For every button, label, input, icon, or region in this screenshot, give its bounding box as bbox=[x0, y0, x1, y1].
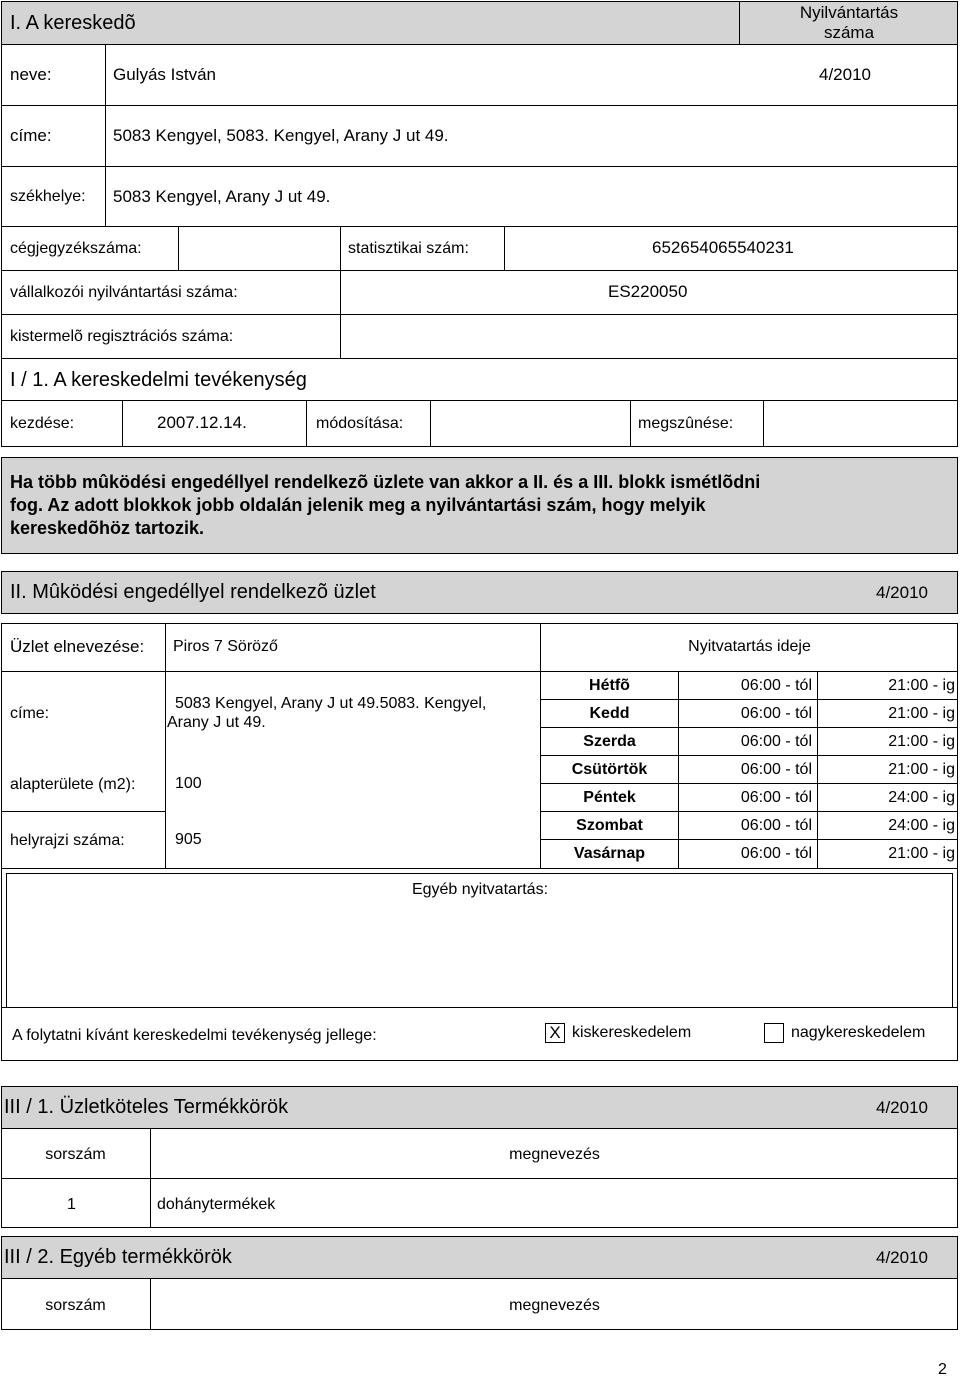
start-value: 2007.12.14. bbox=[157, 413, 247, 432]
area-label: alapterülete (m2): bbox=[10, 776, 136, 793]
day-label: Szombat bbox=[576, 817, 643, 834]
col-no-header: sorszám bbox=[45, 1146, 106, 1163]
end-label: megszûnése: bbox=[638, 415, 734, 432]
retail-checkbox[interactable] bbox=[545, 1023, 565, 1043]
name-value: Gulyás István bbox=[113, 65, 216, 84]
hours-row-thursday bbox=[541, 756, 958, 784]
company-reg-row bbox=[1, 226, 958, 271]
wholesale-label: nagykereskedelem bbox=[791, 1024, 926, 1041]
open-time: 06:00 - tól bbox=[740, 677, 812, 694]
shop-address-line2: Arany J ut 49. bbox=[167, 714, 266, 731]
entrepreneur-label: vállalkozói nyilvántartási száma: bbox=[10, 284, 238, 301]
activity-label: A folytatni kívánt kereskedelmi tevékenység jellege: bbox=[12, 1027, 377, 1044]
shop-name-value: Piros 7 Söröző bbox=[173, 638, 278, 655]
section3-1-title: III / 1. Üzletköteles Termékkörök bbox=[4, 1096, 289, 1118]
close-time: 21:00 - ig bbox=[888, 733, 955, 750]
close-time: 24:00 - ig bbox=[888, 789, 955, 806]
close-time: 21:00 - ig bbox=[888, 677, 955, 694]
notice-line2: fog. Az adott blokkok jobb oldalán jelenik meg a nyilvántartási szám, hogy melyik bbox=[10, 495, 706, 515]
open-time: 06:00 - tól bbox=[740, 761, 812, 778]
open-time: 06:00 - tól bbox=[740, 817, 812, 834]
other-hours-label: Egyéb nyitvatartás: bbox=[411, 881, 549, 898]
checkbox-check-mark: X bbox=[549, 1023, 561, 1042]
retail-label: kiskereskedelem bbox=[572, 1024, 692, 1041]
hours-row-friday bbox=[541, 784, 958, 812]
section2-title: II. Mûködési engedéllyel rendelkezõ üzlet bbox=[10, 581, 376, 603]
entrepreneur-value: ES220050 bbox=[608, 282, 688, 301]
address-label: címe: bbox=[10, 126, 52, 145]
hours-row-monday bbox=[541, 672, 958, 700]
day-label: Péntek bbox=[583, 789, 636, 806]
notice-line1: Ha több mûködési engedéllyel rendelkezõ üzlete van akkor a II. és a III. blokk ismétlõdni bbox=[10, 472, 761, 492]
hours-row-wednesday bbox=[541, 728, 958, 756]
start-label: kezdése: bbox=[10, 415, 75, 432]
registry-number: 4/2010 bbox=[819, 65, 871, 84]
seat-value: 5083 Kengyel, Arany J ut 49. bbox=[113, 187, 331, 206]
stat-value: 652654065540231 bbox=[652, 238, 794, 257]
col-no-header-2: sorszám bbox=[45, 1297, 106, 1314]
wholesale-checkbox[interactable] bbox=[764, 1023, 784, 1043]
section3-1-registry-number: 4/2010 bbox=[876, 1098, 928, 1117]
activity-dates-row bbox=[1, 400, 958, 447]
section1-title: I. A kereskedõ bbox=[10, 12, 136, 34]
day-label: Szerda bbox=[583, 733, 636, 750]
address-value: 5083 Kengyel, 5083. Kengyel, Arany J ut 49. bbox=[113, 126, 449, 145]
day-label: Vasárnap bbox=[573, 845, 646, 862]
day-label: Kedd bbox=[589, 705, 630, 722]
shop-address-line1: 5083 Kengyel, Arany J ut 49.5083. Kengyel, bbox=[175, 695, 487, 712]
area-value: 100 bbox=[175, 775, 202, 792]
product-name: dohánytermékek bbox=[157, 1196, 276, 1213]
open-time: 06:00 - tól bbox=[740, 733, 812, 750]
notice-line3: kereskedõhöz tartozik. bbox=[10, 518, 205, 538]
plot-value: 905 bbox=[175, 831, 202, 848]
close-time: 21:00 - ig bbox=[888, 761, 955, 778]
smallproducer-label: kistermelõ regisztrációs száma: bbox=[10, 328, 234, 345]
shop-name-label: Üzlet elnevezése: bbox=[10, 637, 145, 656]
stat-label: statisztikai szám: bbox=[348, 240, 469, 257]
page-number: 2 bbox=[938, 1361, 947, 1377]
modify-label: módosítása: bbox=[316, 415, 404, 432]
seat-label: székhelye: bbox=[10, 188, 86, 205]
hours-row-sunday bbox=[541, 840, 958, 868]
hours-row-tuesday bbox=[541, 700, 958, 728]
opening-header: Nyitvatartás ideje bbox=[688, 638, 811, 655]
close-time: 21:00 - ig bbox=[888, 845, 955, 862]
day-label: Csütörtök bbox=[571, 761, 648, 778]
section1-1-title: I / 1. A kereskedelmi tevékenység bbox=[10, 369, 307, 391]
open-time: 06:00 - tól bbox=[740, 705, 812, 722]
col-name-header: megnevezés bbox=[509, 1146, 600, 1163]
close-time: 24:00 - ig bbox=[888, 817, 955, 834]
day-label: Hétfõ bbox=[589, 677, 630, 694]
registry-label-line2: száma bbox=[823, 23, 875, 42]
section3-2-registry-number: 4/2010 bbox=[876, 1248, 928, 1267]
open-time: 06:00 - tól bbox=[740, 845, 812, 862]
section2-registry-number: 4/2010 bbox=[876, 583, 928, 602]
company-reg-label: cégjegyzékszáma: bbox=[10, 240, 142, 257]
product-no: 1 bbox=[67, 1196, 76, 1213]
section3-2-title: III / 2. Egyéb termékkörök bbox=[4, 1246, 232, 1268]
hours-row-saturday bbox=[541, 812, 958, 840]
name-label: neve: bbox=[10, 65, 52, 84]
shop-address-label: címe: bbox=[10, 705, 50, 722]
plot-label: helyrajzi száma: bbox=[10, 832, 125, 849]
close-time: 21:00 - ig bbox=[888, 705, 955, 722]
col-name-header-2: megnevezés bbox=[509, 1297, 600, 1314]
open-time: 06:00 - tól bbox=[740, 789, 812, 806]
registry-label-line1: Nyilvántartás bbox=[799, 3, 899, 22]
